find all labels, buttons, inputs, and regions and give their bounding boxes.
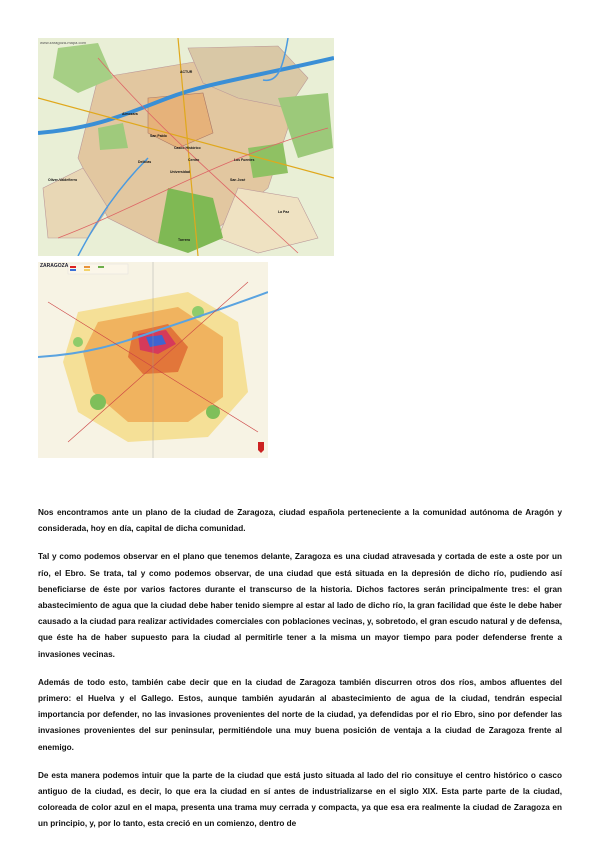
paragraph: Nos encontramos ante un plano de la ciudad de Zaragoza, ciudad española perteneciente a la comunidad autónoma de Aragón y considerada, hoy en día, capital de dicha comunidad. — [38, 508, 562, 534]
map-label: La Paz — [278, 210, 290, 214]
map-label: Las Fuentes — [234, 158, 255, 162]
map-label: Centro — [188, 158, 200, 162]
map-label: Oliver-Valdefierro — [48, 178, 78, 182]
map-label: San Pablo — [150, 134, 167, 138]
document-body — [38, 505, 562, 845]
map-label: Delicias — [138, 160, 152, 164]
map-label: Universidad — [170, 170, 191, 174]
growth-map-graphic — [38, 262, 268, 458]
map-label: Casco Histórico — [174, 146, 201, 150]
map-label: Almozara — [122, 112, 138, 116]
map-credit: www.zaragoza-mapa.com — [40, 40, 87, 45]
paragraph: De esta manera podemos intuir que la parte de la ciudad que está justo situada al lado del rio consituye el centro histórico o casco antiguo de la ciudad, es decir, lo que era la ciudad en sí antes de industrializarse en el siglo XIX. Esta parte parte de la ciudad, coloreada de color azul en el mapa, presenta una trama muy cerrada y compacta, ya que esa era realmente la ciudad de Zaragoza en un principio, y, por lo tanto, esta creció en un comienzo, dentro de — [38, 770, 562, 829]
paragraph: Además de todo esto, también cabe decir que en la ciudad de Zaragoza también discurren otros dos ríos, ambos afluentes del primero: el Huelva y el Gallego. Estos, aunque también ayudarán al abastecimiento de agua de la ciudad, tendrán especial importancia por defender, no las invasiones provenientes del norte de la ciudad, ya defendidas por el rio Ebro, sino por defender las invasiones provenientes del sur peninsular, permitiéndole una muy buena posición de ventaja a la ciudad de Zaragoza frente al enemigo. — [38, 677, 562, 752]
map-title: ZARAGOZA — [40, 263, 69, 269]
zaragoza-growth-map — [38, 262, 268, 458]
map-label: San José — [230, 178, 246, 182]
map-label: ACTUR — [180, 70, 193, 74]
zaragoza-district-map — [38, 38, 334, 256]
map-label: Torrero — [178, 238, 191, 242]
paragraph: Tal y como podemos observar en el plano que tenemos delante, Zaragoza es una ciudad atravesada y cortada de este a oste por un río, el Ebro. Se trata, tal y como podemos observar, de una ciudad que está situada en la depresión de dicho río, pudiendo así beneficiarse de éste por varios factores durante el transcurso de la historia. Dichos factores serán principalmente tres: el gran abastecimiento de agua que la ciudad debe haber tenido siempre al estar al lado de dicho río, la gran facilidad que éste le debe haber causado a la ciudad para realizar actividades comerciales con poblaciones vecinas, y, sobretodo, el gran escudo natural y de defensa, que éste ha de haber supuesto para la ciudad al permitirle tener a la misma un mayor tiempo para poder defenderse frente a invasiones vecinas. — [38, 552, 562, 659]
